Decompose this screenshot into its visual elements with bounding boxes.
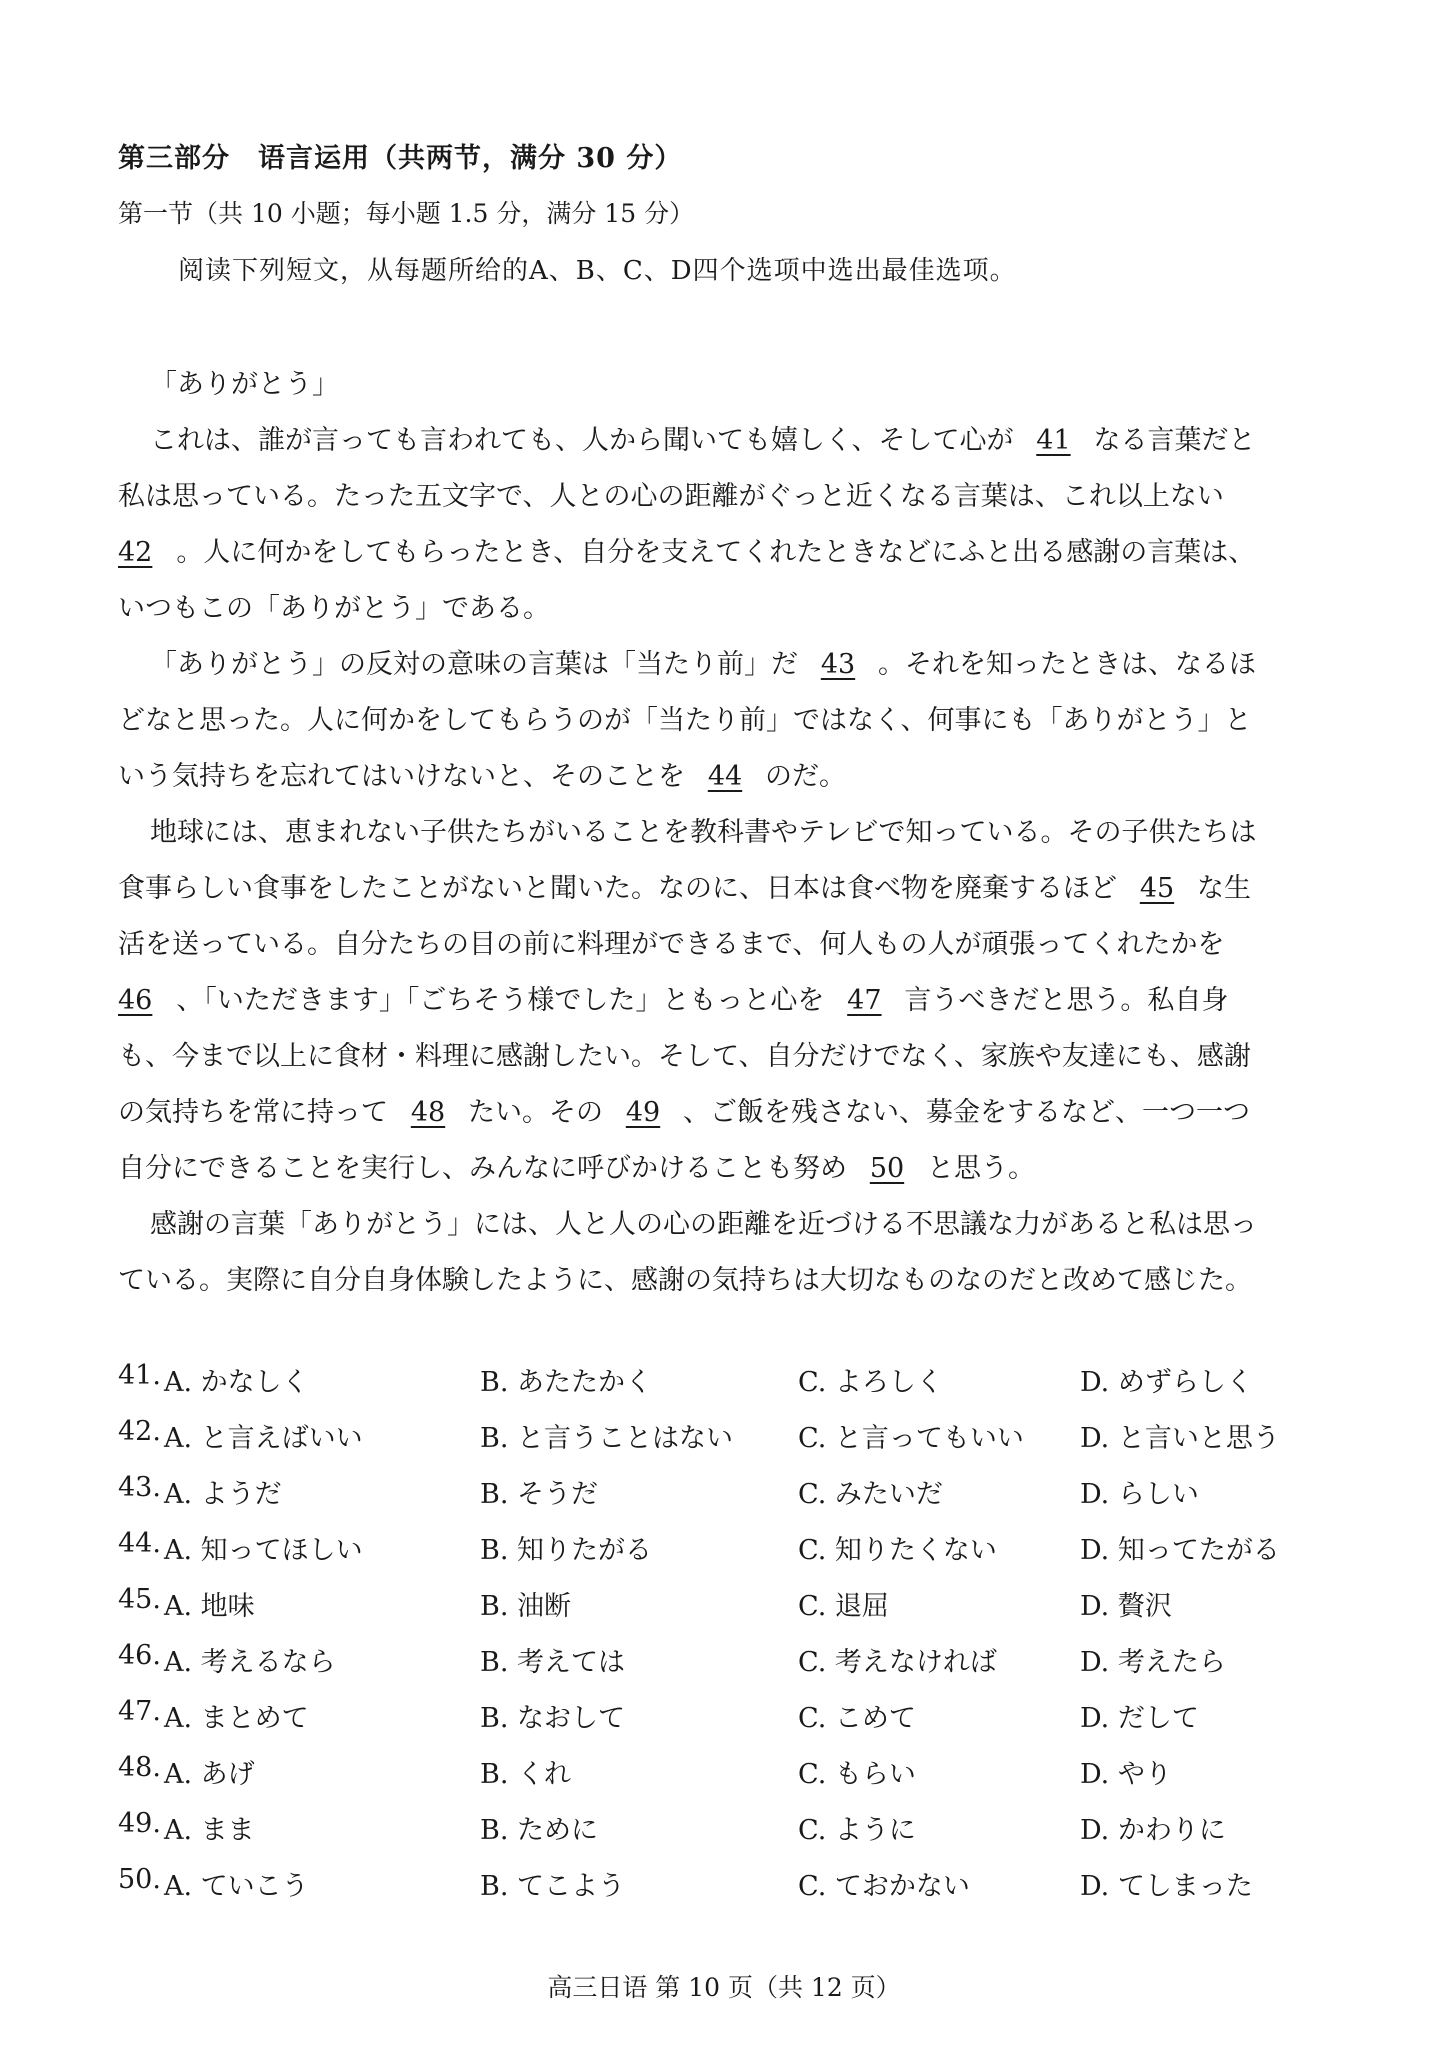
blank-43: 43 — [820, 649, 856, 680]
passage-text: の気持ちを常に持って — [118, 1097, 388, 1128]
option-c: C. こめて — [798, 1703, 916, 1734]
passage-line-15: 感謝の言葉「ありがとう」には、人と人の心の距離を近づける不思議な力があると私は思っ — [150, 1209, 1257, 1240]
question-49-options — [118, 1808, 1338, 1848]
option-b: B. なおして — [480, 1703, 626, 1734]
blank-47: 47 — [847, 985, 882, 1016]
option-d: D. 知ってたがる — [1080, 1535, 1280, 1566]
blank-50: 50 — [869, 1153, 905, 1184]
passage-line-9 — [118, 866, 1251, 905]
option-a: A. ようだ — [164, 1479, 282, 1510]
passage-text: たい。その — [468, 1097, 603, 1128]
passage-line-5 — [150, 642, 1256, 681]
passage-line-4: いつもこの「ありがとう」である。 — [118, 593, 550, 624]
passage-line-12: も、今まで以上に食材・料理に感謝したい。そして、自分だけでなく、家族や友達にも、感謝 — [118, 1041, 1251, 1072]
option-b: B. てこよう — [480, 1871, 626, 1902]
passage-text: これは、誰が言っても言われても、人から聞いても嬉しく、そして心が — [150, 425, 1014, 456]
page-footer: 高三日语 第 10 页（共 12 页） — [547, 1973, 901, 2002]
blank-45: 45 — [1139, 873, 1175, 904]
question-number: 44. — [118, 1528, 161, 1559]
passage-line-16: ている。実際に自分自身体験したように、感謝の気持ちは大切なものなのだと改めて感じた。 — [118, 1265, 1252, 1296]
question-number: 43. — [118, 1472, 161, 1503]
question-44-options — [118, 1528, 1338, 1568]
option-c: C. と言ってもいい — [798, 1423, 1024, 1454]
question-number: 49. — [118, 1808, 161, 1839]
passage-line-3 — [118, 530, 1255, 569]
option-c: C. ように — [798, 1815, 916, 1846]
option-b: B. 知りたがる — [480, 1535, 653, 1566]
question-number: 42. — [118, 1416, 161, 1447]
option-a: A. ていこう — [164, 1871, 309, 1902]
blank-49: 49 — [625, 1097, 661, 1128]
option-d: D. だして — [1080, 1703, 1199, 1734]
option-c: C. 退屈 — [798, 1591, 889, 1622]
passage-text: 、「いただきます」「ごちそう様でした」ともっと心を — [176, 985, 825, 1016]
passage-line-14 — [118, 1146, 1035, 1185]
passage-line-10: 活を送っている。自分たちの目の前に料理ができるまで、何人もの人が頑張ってくれたかを — [118, 929, 1225, 960]
option-c: C. もらい — [798, 1759, 916, 1790]
subsection-title: 第一节（共 10 小题；每小题 1.5 分，满分 15 分） — [118, 199, 695, 228]
option-c: C. よろしく — [798, 1367, 943, 1398]
option-d: D. てしまった — [1080, 1871, 1253, 1902]
option-d: D. めずらしく — [1080, 1367, 1253, 1398]
question-47-options — [118, 1696, 1338, 1736]
option-d: D. やり — [1080, 1759, 1172, 1790]
question-45-options — [118, 1584, 1338, 1624]
option-b: B. と言うことはない — [480, 1423, 734, 1454]
option-d: D. と言いと思う — [1080, 1423, 1280, 1454]
passage-text: 自分にできることを実行し、みんなに呼びかけることも努め — [118, 1153, 847, 1184]
option-b: B. そうだ — [480, 1479, 599, 1510]
option-b: B. ために — [480, 1815, 599, 1846]
question-46-options — [118, 1640, 1338, 1680]
question-number: 46. — [118, 1640, 161, 1671]
option-b: B. くれ — [480, 1759, 572, 1790]
option-c: C. 考えなければ — [798, 1647, 997, 1678]
passage-text: 。人に何かをしてもらったとき、自分を支えてくれたときなどにふと出る感謝の言葉は、 — [176, 537, 1256, 568]
option-a: A. まとめて — [164, 1703, 309, 1734]
passage-text: 、ご飯を残さない、募金をするなど、一つ一つ — [683, 1097, 1250, 1128]
option-a: A. 地味 — [164, 1591, 255, 1622]
passage-line-6: どなと思った。人に何かをしてもらうのが「当たり前」ではなく、何事にも「ありがとう」と — [118, 705, 1252, 736]
instruction-text: 阅读下列短文，从每题所给的A、B、C、D四个选项中选出最佳选项。 — [178, 256, 1017, 286]
option-a: A. 考えるなら — [164, 1647, 336, 1678]
question-43-options — [118, 1472, 1338, 1512]
option-d: D. らしい — [1080, 1479, 1199, 1510]
blank-44: 44 — [707, 761, 743, 792]
passage-text: な生 — [1197, 873, 1251, 904]
question-number: 48. — [118, 1752, 161, 1783]
passage-text: 。それを知ったときは、なるほ — [878, 649, 1256, 680]
blank-41: 41 — [1036, 425, 1071, 456]
option-d: D. 考えたら — [1080, 1647, 1226, 1678]
option-b: B. 考えては — [480, 1647, 626, 1678]
question-48-options — [118, 1752, 1338, 1792]
passage-text: のだ。 — [765, 761, 846, 792]
passage-text: なる言葉だと — [1093, 425, 1256, 456]
passage-text: と思う。 — [927, 1153, 1035, 1184]
option-c: C. 知りたくない — [798, 1535, 997, 1566]
option-d: D. かわりに — [1080, 1815, 1226, 1846]
blank-42: 42 — [118, 537, 153, 568]
passage-text: 食事らしい食事をしたことがないと聞いた。なのに、日本は食べ物を廃棄するほど — [118, 873, 1117, 904]
question-number: 50. — [118, 1864, 161, 1895]
blank-46: 46 — [118, 985, 153, 1016]
option-a: A. 知ってほしい — [164, 1535, 363, 1566]
option-d: D. 贅沢 — [1080, 1591, 1172, 1622]
question-42-options — [118, 1416, 1338, 1456]
passage-line-11 — [118, 978, 1228, 1017]
passage-line-2: 私は思っている。たった五文字で、人との心の距離がぐっと近くなる言葉は、これ以上ない — [118, 481, 1224, 512]
passage-text: 「ありがとう」の反対の意味の言葉は「当たり前」だ — [150, 649, 798, 680]
question-number: 47. — [118, 1696, 161, 1727]
option-a: A. と言えばいい — [164, 1423, 363, 1454]
question-number: 45. — [118, 1584, 161, 1615]
question-50-options — [118, 1864, 1338, 1904]
section-title: 第三部分 语言运用（共两节，满分 30 分） — [118, 143, 683, 174]
option-c: C. みたいだ — [798, 1479, 943, 1510]
passage-line-8: 地球には、恵まれない子供たちがいることを教科書やテレビで知っている。その子供たちは — [150, 817, 1257, 848]
blank-48: 48 — [410, 1097, 446, 1128]
passage-text: いう気持ちを忘れてはいけないと、そのことを — [118, 761, 685, 792]
option-a: A. あげ — [164, 1759, 255, 1790]
option-a: A. かなしく — [164, 1367, 309, 1398]
option-b: B. あたたかく — [480, 1367, 653, 1398]
passage-title: 「ありがとう」 — [150, 369, 339, 400]
question-number: 41. — [118, 1360, 161, 1391]
passage-text: 言うべきだと思う。私自身 — [904, 985, 1229, 1016]
passage-line-13 — [118, 1090, 1250, 1129]
passage-line-1 — [150, 418, 1255, 457]
question-41-options — [118, 1360, 1338, 1400]
passage-line-7 — [118, 754, 846, 793]
option-c: C. ておかない — [798, 1871, 970, 1902]
option-a: A. まま — [164, 1815, 255, 1846]
option-b: B. 油断 — [480, 1591, 572, 1622]
